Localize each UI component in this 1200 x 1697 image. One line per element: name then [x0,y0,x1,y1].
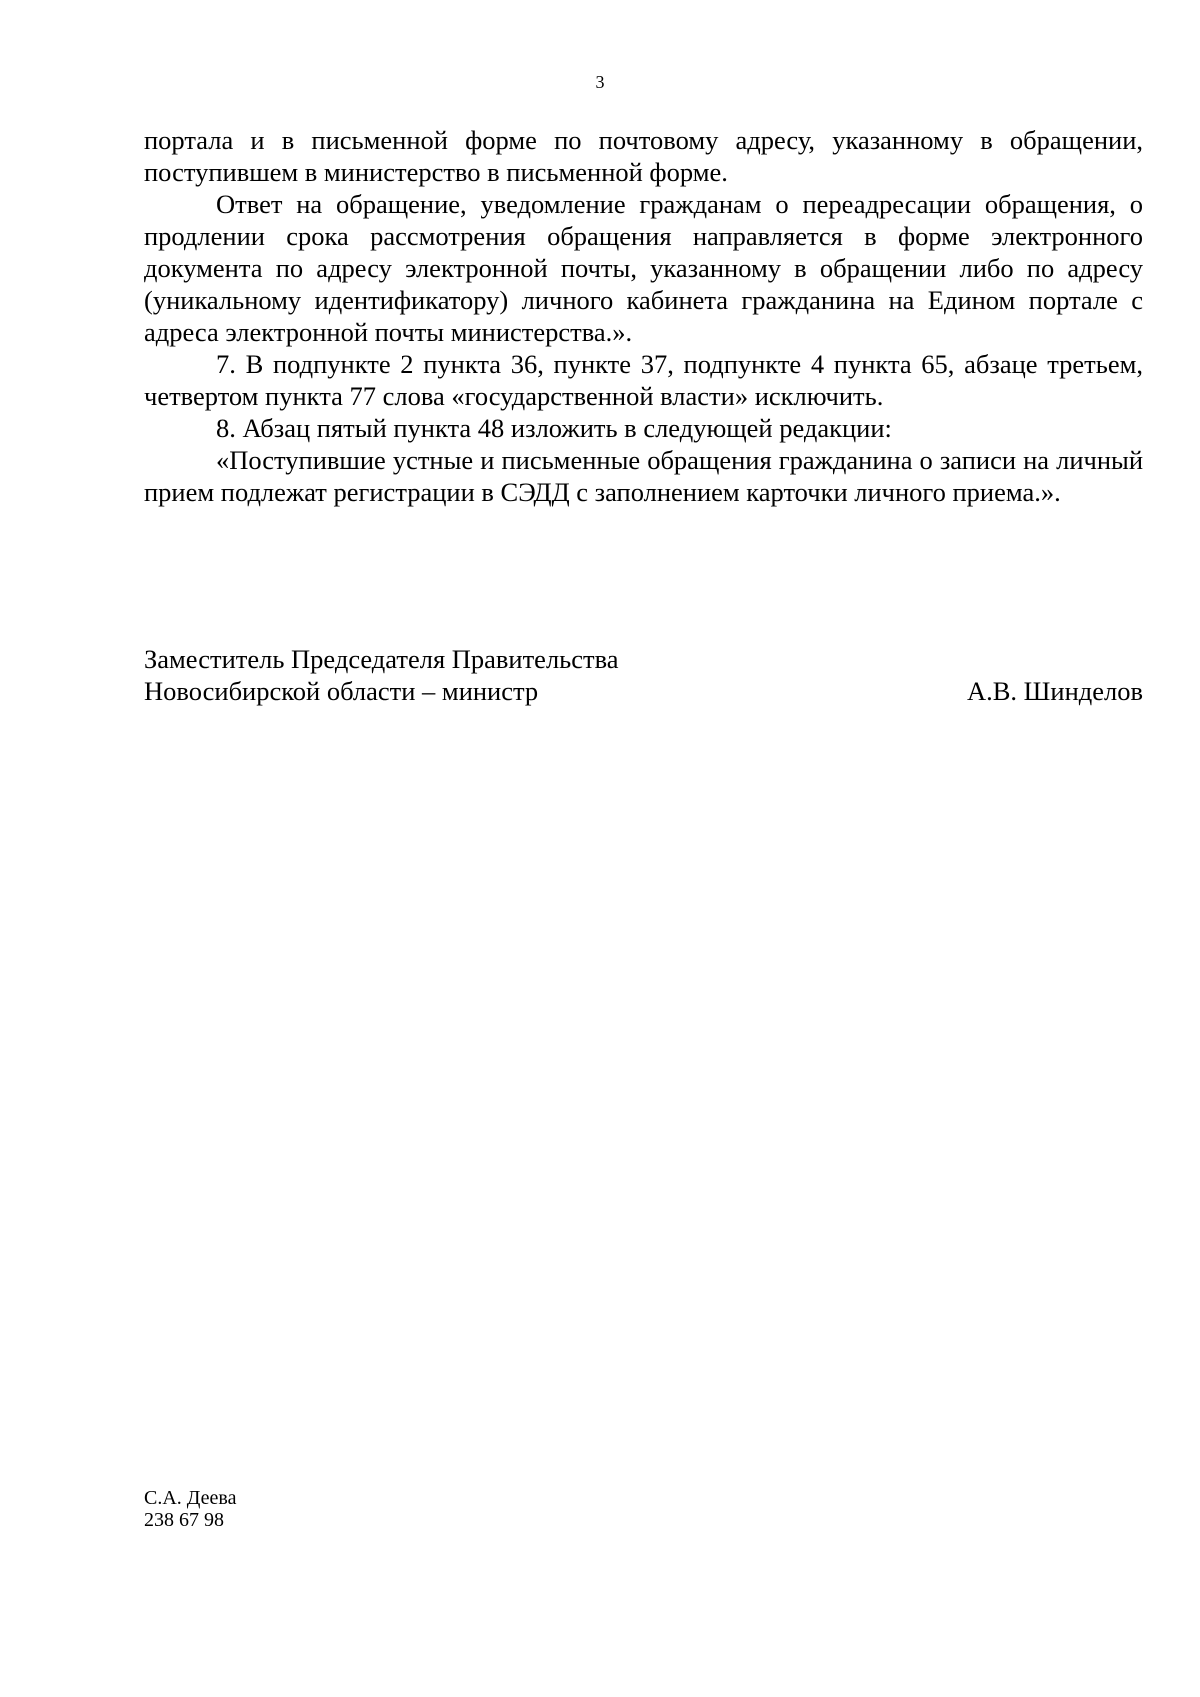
executor-phone: 238 67 98 [144,1509,224,1531]
executor-name: С.А. Деева [144,1487,237,1509]
signature-block [144,643,1143,707]
signatory-name: А.В. Шинделов [966,676,1143,706]
paragraph-item-7: 7. В подпункте 2 пункта 36, пункте 37, подпункте 4 пункта 65, абзаце третьем, четвертом пункта 77 слова «государственной власти» исключить. [144,349,1143,411]
paragraph-continuation: портала и в письменной форме по почтовому адресу, указанному в обращении, поступившем в министерство в письменной форме. [144,125,1143,187]
document-body [144,124,1143,508]
paragraph-response-notice: Ответ на обращение, уведомление гражданам о переадресации обращения, о продлении срока рассмотрения обращения направляется в форме электронного документа по адресу электронной почты, указанному в обращении либо по адресу (уникальному идентификатору) личного кабинета гражданина на Едином портале с адреса электронной почты министерства.». [144,189,1143,347]
executor-footer [144,1487,236,1531]
paragraph-item-8: 8. Абзац пятый пункта 48 изложить в следующей редакции: [216,413,892,443]
signatory-position-line1: Заместитель Председателя Правительства [144,644,619,674]
page-number: 3 [595,72,605,92]
signatory-position-line2: Новосибирской области – министр [144,676,539,706]
paragraph-quoted-text: «Поступившие устные и письменные обращения гражданина о записи на личный прием подлежат регистрации в СЭДД с заполнением карточки личного приема.». [144,445,1143,507]
